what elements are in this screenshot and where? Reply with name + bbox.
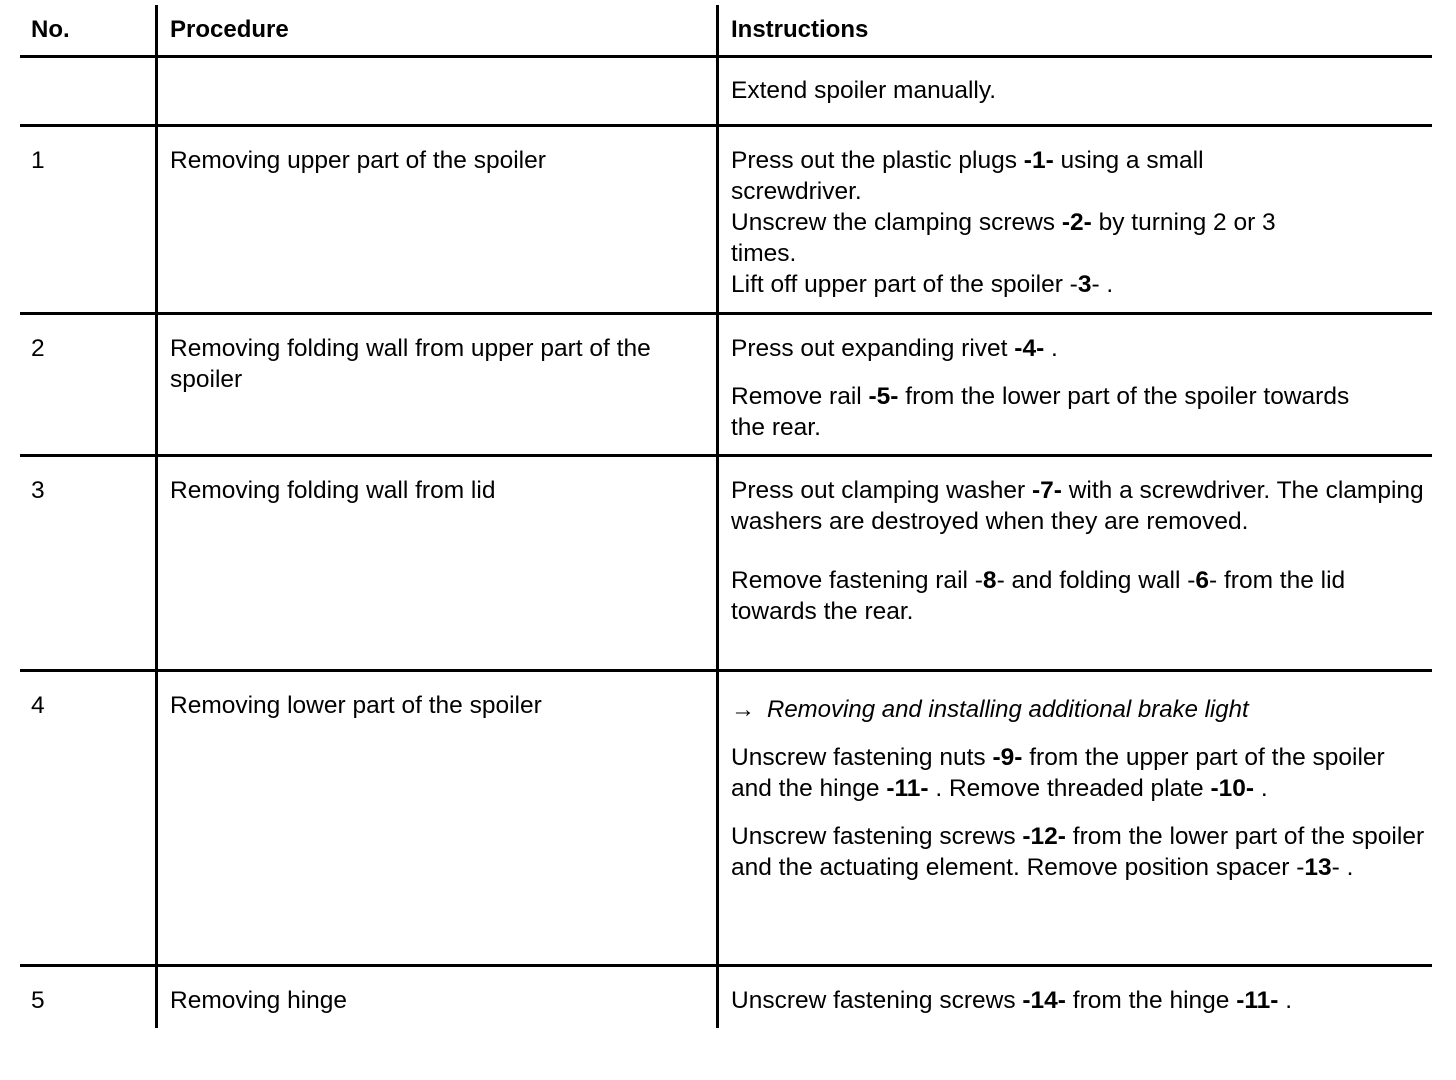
link-text[interactable]: Removing and installing additional brake light xyxy=(767,696,1249,723)
part-ref: -14- xyxy=(1022,987,1066,1014)
instruction-text: Unscrew fastening screws -12- from the lower part of the spoiler and the actuating element. Remove position spacer -13- . xyxy=(731,823,1425,881)
cross-reference-link[interactable] xyxy=(731,694,1426,725)
row-instructions xyxy=(731,985,1426,1016)
table-header-row xyxy=(20,0,1432,58)
row-instructions xyxy=(731,333,1351,443)
row-procedure: Removing folding wall from upper part of the spoiler xyxy=(170,335,651,393)
row-procedure: Removing upper part of the spoiler xyxy=(170,147,546,174)
instruction-text: Lift off upper part of the spoiler -3- . xyxy=(731,271,1114,298)
row-procedure: Removing folding wall from lid xyxy=(170,477,496,504)
arrow-right-icon: → xyxy=(731,696,755,723)
part-ref: 8 xyxy=(982,567,997,594)
instruction-text: Remove fastening rail -8- and folding wall -6- from the lid towards the rear. xyxy=(731,567,1346,625)
row-procedure: Removing lower part of the spoiler xyxy=(170,692,542,719)
header-procedure: Procedure xyxy=(170,16,289,43)
row-instructions xyxy=(731,75,1426,106)
table-row xyxy=(20,58,1432,127)
row-procedure: Removing hinge xyxy=(170,987,348,1014)
instruction-text: Press out the plastic plugs -1- using a small screwdriver. xyxy=(731,147,1204,205)
part-ref: 13 xyxy=(1304,854,1332,881)
row-number: 1 xyxy=(31,147,45,174)
part-ref: -12- xyxy=(1022,823,1066,850)
table-row xyxy=(20,315,1432,457)
part-ref: 3 xyxy=(1077,271,1092,298)
part-ref: -11- xyxy=(886,775,929,802)
instruction-text: Extend spoiler manually. xyxy=(731,77,997,104)
part-ref: -2- xyxy=(1061,209,1092,236)
part-ref: -4- xyxy=(1014,335,1045,362)
header-no: No. xyxy=(31,16,70,43)
part-ref: -1- xyxy=(1023,147,1054,174)
table-row xyxy=(20,127,1432,315)
part-ref: -5- xyxy=(868,383,899,410)
table-row xyxy=(20,967,1432,1028)
part-ref: -9- xyxy=(992,744,1023,771)
row-instructions xyxy=(731,694,1426,883)
row-number: 3 xyxy=(31,477,45,504)
header-instructions: Instructions xyxy=(731,16,869,43)
instruction-text: Press out clamping washer -7- with a screwdriver. The clamping washers are destroyed when they are removed. xyxy=(731,477,1424,535)
part-ref: 6 xyxy=(1195,567,1210,594)
part-ref: -7- xyxy=(1031,477,1062,504)
table-row xyxy=(20,672,1432,967)
instruction-text: Unscrew fastening nuts -9- from the upper part of the spoiler and the hinge -11- . Remove threaded plate -10- . xyxy=(731,744,1385,802)
row-instructions xyxy=(731,475,1426,627)
row-instructions xyxy=(731,145,1291,300)
part-ref: -11- xyxy=(1236,987,1279,1014)
instruction-text: Remove rail -5- from the lower part of the spoiler towards the rear. xyxy=(731,383,1350,441)
instruction-text: Press out expanding rivet -4- . xyxy=(731,335,1058,362)
part-ref: -10- xyxy=(1210,775,1255,802)
instruction-text: Unscrew fastening screws -14- from the hinge -11- . xyxy=(731,987,1293,1014)
row-number: 5 xyxy=(31,987,45,1014)
table-row xyxy=(20,457,1432,672)
row-number: 2 xyxy=(31,335,45,362)
row-number: 4 xyxy=(31,692,45,719)
instruction-text: Unscrew the clamping screws -2- by turning 2 or 3 times. xyxy=(731,209,1276,267)
